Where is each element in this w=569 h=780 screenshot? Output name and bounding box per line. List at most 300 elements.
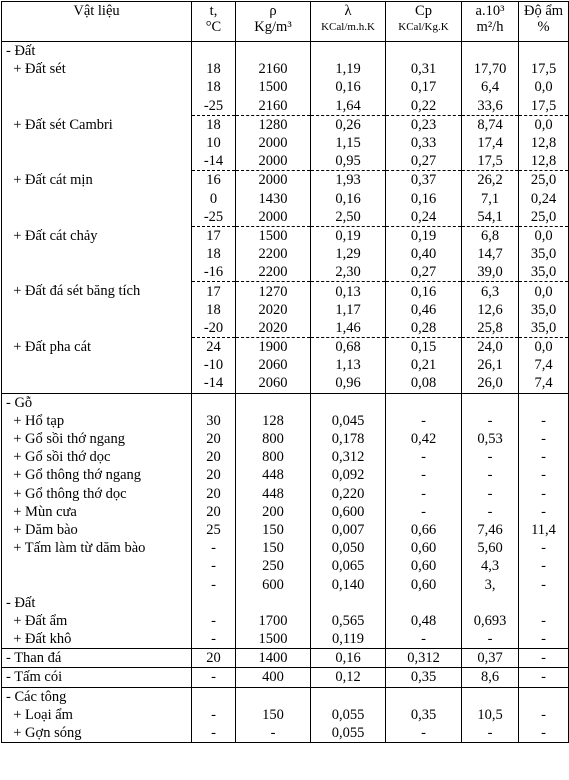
table-body [2, 42, 569, 743]
conductivity-cell: 0,045 [311, 412, 386, 430]
material-name: + Gổ thông thớ dọc [2, 485, 192, 503]
material-name: - Đất [2, 594, 192, 612]
density-cell: 1500 [236, 78, 311, 96]
conductivity-cell [311, 687, 386, 706]
conductivity-cell: 0,220 [311, 485, 386, 503]
table-row [2, 594, 569, 612]
material-name [2, 263, 192, 282]
header-material-label: Vật liệu [73, 3, 120, 19]
heat-capacity-cell: - [386, 485, 462, 503]
conductivity-cell: 0,055 [311, 724, 386, 743]
density-cell: 1700 [236, 612, 311, 630]
temperature-cell: 20 [192, 649, 236, 668]
diffusivity-cell [462, 42, 519, 61]
heat-capacity-cell: 0,35 [386, 706, 462, 724]
heat-capacity-cell: 0,24 [386, 208, 462, 227]
table-row [2, 557, 569, 575]
material-name: - Đất [2, 42, 192, 61]
temperature-cell: 20 [192, 466, 236, 484]
density-cell: 2000 [236, 171, 311, 190]
temperature-cell [192, 42, 236, 61]
table-row [2, 485, 569, 503]
humidity-cell: - [519, 575, 569, 593]
conductivity-cell: 0,26 [311, 115, 386, 134]
humidity-cell: - [519, 630, 569, 649]
temperature-cell: 20 [192, 430, 236, 448]
table-row [2, 60, 569, 78]
header-density-symbol: ρ [269, 3, 277, 19]
table-row [2, 338, 569, 357]
density-cell: 150 [236, 706, 311, 724]
header-diffusivity [462, 2, 519, 42]
conductivity-cell: 0,050 [311, 539, 386, 557]
heat-capacity-cell: - [386, 630, 462, 649]
heat-capacity-cell [386, 393, 462, 412]
humidity-cell: 7,4 [519, 356, 569, 374]
density-cell: 400 [236, 668, 311, 687]
conductivity-cell: 0,312 [311, 448, 386, 466]
conductivity-cell: 1,19 [311, 60, 386, 78]
header-row [2, 2, 569, 42]
material-name: - Gỗ [2, 393, 192, 412]
heat-capacity-cell: 0,27 [386, 152, 462, 171]
temperature-cell: - [192, 668, 236, 687]
heat-capacity-cell: 0,15 [386, 338, 462, 357]
conductivity-cell: 0,178 [311, 430, 386, 448]
conductivity-cell: 0,600 [311, 503, 386, 521]
heat-capacity-cell: 0,23 [386, 115, 462, 134]
materials-properties-table [1, 1, 569, 743]
density-cell: 2060 [236, 356, 311, 374]
material-name [2, 134, 192, 152]
material-name: + Gổ sồi thớ ngang [2, 430, 192, 448]
temperature-cell: 24 [192, 338, 236, 357]
temperature-cell: 20 [192, 503, 236, 521]
heat-capacity-cell: - [386, 724, 462, 743]
heat-capacity-cell: 0,60 [386, 539, 462, 557]
temperature-cell: - [192, 706, 236, 724]
density-cell: 2000 [236, 208, 311, 227]
material-name: - Các tông [2, 687, 192, 706]
humidity-cell: - [519, 448, 569, 466]
density-cell: 2020 [236, 319, 311, 338]
temperature-cell: 18 [192, 78, 236, 96]
table-row [2, 630, 569, 649]
temperature-cell [192, 594, 236, 612]
heat-capacity-cell: 0,35 [386, 668, 462, 687]
diffusivity-cell: 6,3 [462, 282, 519, 301]
humidity-cell: 17,5 [519, 60, 569, 78]
table-row [2, 42, 569, 61]
density-cell [236, 42, 311, 61]
density-cell [236, 594, 311, 612]
diffusivity-cell: 0,53 [462, 430, 519, 448]
table-row [2, 115, 569, 134]
humidity-cell: - [519, 668, 569, 687]
density-cell: 1500 [236, 226, 311, 245]
humidity-cell: 0,0 [519, 338, 569, 357]
temperature-cell: 18 [192, 245, 236, 263]
table-row [2, 539, 569, 557]
table-row [2, 282, 569, 301]
density-cell: 800 [236, 448, 311, 466]
humidity-cell: 35,0 [519, 245, 569, 263]
humidity-cell: 0,0 [519, 78, 569, 96]
humidity-cell: 0,0 [519, 226, 569, 245]
table-row [2, 668, 569, 687]
temperature-cell: - [192, 575, 236, 593]
header-material [2, 2, 192, 42]
material-name: + Gổ sồi thớ dọc [2, 448, 192, 466]
material-name: + Đất pha cát [2, 338, 192, 357]
heat-capacity-cell: 0,17 [386, 78, 462, 96]
heat-capacity-cell: - [386, 448, 462, 466]
table-row [2, 208, 569, 227]
header-temperature [192, 2, 236, 42]
table-row [2, 412, 569, 430]
conductivity-cell: 0,065 [311, 557, 386, 575]
density-cell: 150 [236, 521, 311, 539]
temperature-cell: -25 [192, 97, 236, 116]
heat-capacity-cell [386, 42, 462, 61]
heat-capacity-cell: 0,37 [386, 171, 462, 190]
header-conductivity [311, 2, 386, 42]
heat-capacity-cell: 0,60 [386, 575, 462, 593]
material-name [2, 374, 192, 393]
conductivity-cell: 1,29 [311, 245, 386, 263]
density-cell: 2060 [236, 374, 311, 393]
conductivity-cell: 0,055 [311, 706, 386, 724]
material-name: + Gợn sóng [2, 724, 192, 743]
heat-capacity-cell: 0,27 [386, 263, 462, 282]
density-cell: 2020 [236, 301, 311, 319]
material-name: + Đất sét [2, 60, 192, 78]
conductivity-cell [311, 594, 386, 612]
temperature-cell [192, 687, 236, 706]
diffusivity-cell: 0,37 [462, 649, 519, 668]
temperature-cell: 18 [192, 115, 236, 134]
material-name: + Đất ẩm [2, 612, 192, 630]
diffusivity-cell: 6,8 [462, 226, 519, 245]
heat-capacity-cell: 0,66 [386, 521, 462, 539]
temperature-cell: -25 [192, 208, 236, 227]
density-cell: 2000 [236, 152, 311, 171]
conductivity-cell: 1,93 [311, 171, 386, 190]
table-row [2, 687, 569, 706]
heat-capacity-cell: - [386, 466, 462, 484]
heat-capacity-cell: 0,46 [386, 301, 462, 319]
conductivity-cell: 0,119 [311, 630, 386, 649]
humidity-cell: - [519, 557, 569, 575]
density-cell: 128 [236, 412, 311, 430]
humidity-cell: 25,0 [519, 208, 569, 227]
conductivity-cell: 0,565 [311, 612, 386, 630]
temperature-cell: 17 [192, 226, 236, 245]
temperature-cell: -16 [192, 263, 236, 282]
heat-capacity-cell: - [386, 412, 462, 430]
temperature-cell: -10 [192, 356, 236, 374]
humidity-cell: 0,0 [519, 115, 569, 134]
diffusivity-cell: 8,6 [462, 668, 519, 687]
conductivity-cell: 0,16 [311, 649, 386, 668]
temperature-cell: 30 [192, 412, 236, 430]
table-row [2, 356, 569, 374]
diffusivity-cell: - [462, 485, 519, 503]
diffusivity-cell: 7,46 [462, 521, 519, 539]
table-row [2, 649, 569, 668]
table-row [2, 724, 569, 743]
diffusivity-cell: 26,2 [462, 171, 519, 190]
conductivity-cell: 0,68 [311, 338, 386, 357]
diffusivity-cell [462, 393, 519, 412]
density-cell: - [236, 724, 311, 743]
header-humidity-unit: % [537, 19, 550, 35]
diffusivity-cell: 54,1 [462, 208, 519, 227]
density-cell: 600 [236, 575, 311, 593]
diffusivity-cell: 4,3 [462, 557, 519, 575]
temperature-cell: - [192, 630, 236, 649]
density-cell: 800 [236, 430, 311, 448]
table-row [2, 263, 569, 282]
temperature-cell: 16 [192, 171, 236, 190]
diffusivity-cell [462, 687, 519, 706]
table-row [2, 393, 569, 412]
material-name [2, 575, 192, 593]
header-density [236, 2, 311, 42]
conductivity-cell: 0,092 [311, 466, 386, 484]
table-row [2, 152, 569, 171]
heat-capacity-cell [386, 687, 462, 706]
table-row [2, 521, 569, 539]
humidity-cell: - [519, 430, 569, 448]
material-name: - Tấm cói [2, 668, 192, 687]
table-row [2, 466, 569, 484]
heat-capacity-cell: 0,48 [386, 612, 462, 630]
temperature-cell: 18 [192, 60, 236, 78]
material-name [2, 190, 192, 208]
humidity-cell: 35,0 [519, 319, 569, 338]
humidity-cell: - [519, 612, 569, 630]
diffusivity-cell: - [462, 448, 519, 466]
density-cell [236, 393, 311, 412]
density-cell: 2200 [236, 245, 311, 263]
diffusivity-cell [462, 594, 519, 612]
header-temperature-unit: °C [205, 19, 222, 35]
heat-capacity-cell: 0,312 [386, 649, 462, 668]
table-row [2, 301, 569, 319]
table-row [2, 78, 569, 96]
conductivity-cell: 2,50 [311, 208, 386, 227]
conductivity-cell: 0,140 [311, 575, 386, 593]
density-cell: 1270 [236, 282, 311, 301]
humidity-cell: - [519, 539, 569, 557]
density-cell: 2200 [236, 263, 311, 282]
temperature-cell: 20 [192, 485, 236, 503]
temperature-cell: -20 [192, 319, 236, 338]
density-cell: 2160 [236, 60, 311, 78]
conductivity-cell: 1,17 [311, 301, 386, 319]
heat-capacity-cell: 0,19 [386, 226, 462, 245]
heat-capacity-cell: 0,16 [386, 190, 462, 208]
table-row [2, 190, 569, 208]
density-cell: 1400 [236, 649, 311, 668]
humidity-cell [519, 594, 569, 612]
temperature-cell: 17 [192, 282, 236, 301]
conductivity-cell: 0,12 [311, 668, 386, 687]
density-cell: 250 [236, 557, 311, 575]
humidity-cell: - [519, 724, 569, 743]
material-name [2, 557, 192, 575]
temperature-cell [192, 393, 236, 412]
diffusivity-cell: 24,0 [462, 338, 519, 357]
material-name [2, 78, 192, 96]
temperature-cell: 25 [192, 521, 236, 539]
diffusivity-cell: 10,5 [462, 706, 519, 724]
table-row [2, 245, 569, 263]
conductivity-cell: 0,13 [311, 282, 386, 301]
diffusivity-cell: 39,0 [462, 263, 519, 282]
heat-capacity-cell: 0,08 [386, 374, 462, 393]
diffusivity-cell: 0,693 [462, 612, 519, 630]
table-row [2, 503, 569, 521]
header-temperature-symbol: t, [209, 3, 218, 19]
table-header [2, 2, 569, 42]
material-name: + Mùn cưa [2, 503, 192, 521]
diffusivity-cell: 17,4 [462, 134, 519, 152]
humidity-cell: 35,0 [519, 301, 569, 319]
humidity-cell [519, 393, 569, 412]
diffusivity-cell: - [462, 630, 519, 649]
diffusivity-cell: - [462, 412, 519, 430]
humidity-cell: 0,0 [519, 282, 569, 301]
material-name: + Đất cát mịn [2, 171, 192, 190]
table-row [2, 134, 569, 152]
humidity-cell: 17,5 [519, 97, 569, 116]
humidity-cell: 11,4 [519, 521, 569, 539]
humidity-cell: - [519, 485, 569, 503]
temperature-cell: 18 [192, 301, 236, 319]
heat-capacity-cell: 0,21 [386, 356, 462, 374]
material-name [2, 356, 192, 374]
material-name [2, 245, 192, 263]
table-row [2, 448, 569, 466]
table-row [2, 612, 569, 630]
humidity-cell: - [519, 503, 569, 521]
conductivity-cell: 1,46 [311, 319, 386, 338]
density-cell: 448 [236, 466, 311, 484]
header-density-unit: Kg/m³ [254, 19, 292, 35]
humidity-cell: 35,0 [519, 263, 569, 282]
material-name: + Dăm bào [2, 521, 192, 539]
conductivity-cell [311, 393, 386, 412]
temperature-cell: -14 [192, 152, 236, 171]
density-cell: 1430 [236, 190, 311, 208]
material-name: + Gổ thông thớ ngang [2, 466, 192, 484]
material-name: + Đất khô [2, 630, 192, 649]
heat-capacity-cell: 0,31 [386, 60, 462, 78]
heat-capacity-cell: 0,28 [386, 319, 462, 338]
diffusivity-cell: 26,1 [462, 356, 519, 374]
material-name [2, 208, 192, 227]
density-cell: 1900 [236, 338, 311, 357]
diffusivity-cell: - [462, 724, 519, 743]
header-humidity-label: Độ ẩm [523, 3, 564, 19]
humidity-cell: - [519, 706, 569, 724]
header-conductivity-symbol: λ [344, 3, 352, 19]
material-name: + Đất đá sét băng tích [2, 282, 192, 301]
diffusivity-cell: 5,60 [462, 539, 519, 557]
diffusivity-cell: 7,1 [462, 190, 519, 208]
humidity-cell [519, 42, 569, 61]
diffusivity-cell: 17,70 [462, 60, 519, 78]
conductivity-cell: 0,19 [311, 226, 386, 245]
diffusivity-cell: 25,8 [462, 319, 519, 338]
temperature-cell: 10 [192, 134, 236, 152]
humidity-cell: - [519, 466, 569, 484]
table-row [2, 226, 569, 245]
conductivity-cell: 0,96 [311, 374, 386, 393]
table-row [2, 171, 569, 190]
table-row [2, 319, 569, 338]
conductivity-cell: 1,15 [311, 134, 386, 152]
conductivity-cell: 2,30 [311, 263, 386, 282]
density-cell: 150 [236, 539, 311, 557]
density-cell: 2160 [236, 97, 311, 116]
material-name: + Loại ẩm [2, 706, 192, 724]
header-diffusivity-symbol: a.10³ [475, 3, 505, 19]
humidity-cell: 12,8 [519, 152, 569, 171]
table-row [2, 97, 569, 116]
diffusivity-cell: 12,6 [462, 301, 519, 319]
heat-capacity-cell [386, 594, 462, 612]
humidity-cell [519, 687, 569, 706]
material-name [2, 319, 192, 338]
material-name: + Đất cát chảy [2, 226, 192, 245]
heat-capacity-cell: - [386, 503, 462, 521]
table-row [2, 374, 569, 393]
heat-capacity-cell: 0,16 [386, 282, 462, 301]
diffusivity-cell: 17,5 [462, 152, 519, 171]
temperature-cell: - [192, 724, 236, 743]
diffusivity-cell: 3, [462, 575, 519, 593]
material-name: + Đất sét Cambri [2, 115, 192, 134]
conductivity-cell: 0,007 [311, 521, 386, 539]
diffusivity-cell: 8,74 [462, 115, 519, 134]
conductivity-cell: 0,95 [311, 152, 386, 171]
heat-capacity-cell: 0,22 [386, 97, 462, 116]
humidity-cell: - [519, 412, 569, 430]
density-cell: 1500 [236, 630, 311, 649]
header-diffusivity-unit: m²/h [476, 19, 504, 35]
header-humidity [519, 2, 569, 42]
conductivity-cell: 1,13 [311, 356, 386, 374]
table-row [2, 706, 569, 724]
heat-capacity-cell: 0,42 [386, 430, 462, 448]
temperature-cell: - [192, 539, 236, 557]
header-heat-capacity-symbol: Cp [415, 3, 432, 19]
diffusivity-cell: 33,6 [462, 97, 519, 116]
conductivity-cell: 0,16 [311, 78, 386, 96]
material-name: - Than đá [2, 649, 192, 668]
table-row [2, 575, 569, 593]
density-cell: 200 [236, 503, 311, 521]
density-cell: 2000 [236, 134, 311, 152]
material-name [2, 97, 192, 116]
conductivity-cell [311, 42, 386, 61]
density-cell: 1280 [236, 115, 311, 134]
conductivity-cell: 1,64 [311, 97, 386, 116]
material-name [2, 152, 192, 171]
